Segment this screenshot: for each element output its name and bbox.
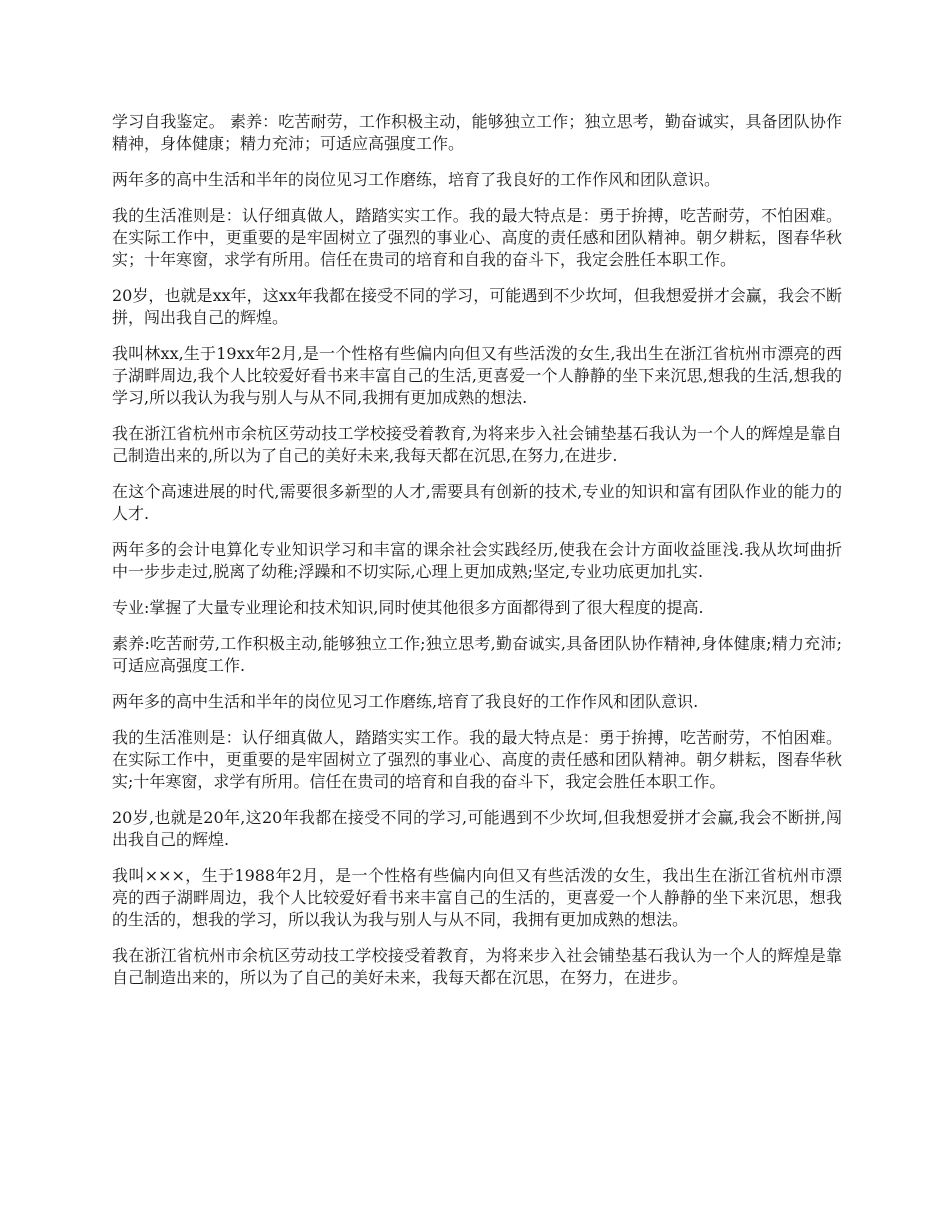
paragraph: 我的生活准则是：认仔细真做人，踏踏实实工作。我的最大特点是：勇于拚搏，吃苦耐劳，不怕困难。在实际工作中，更重要的是牢固树立了强烈的事业心、高度的责任感和团队精神。朝夕耕耘，图春华秋实;十年寒窗，求学有所用。信任在贵司的培育和自我的奋斗下，我定会胜任本职工作。 xyxy=(112,728,842,791)
paragraph: 我叫×××，生于1988年2月，是一个性格有些偏内向但又有些活泼的女生，我出生在浙江省杭州市漂亮的西子湖畔周边，我个人比较爱好看书来丰富自己的生活的，更喜爱一个人静静的坐下来沉思，想我的生活的，想我的学习，所以我认为我与别人与从不同，我拥有更加成熟的想法。 xyxy=(112,866,842,929)
paragraph: 在这个高速进展的时代,需要很多新型的人才,需要具有创新的技术,专业的知识和富有团队作业的能力的人才. xyxy=(112,482,842,523)
paragraph: 我叫林xx,生于19xx年2月,是一个性格有些偏内向但又有些活泼的女生,我出生在浙江省杭州市漂亮的西子湖畔周边,我个人比较爱好看书来丰富自己的生活,更喜爱一个人静静的坐下来沉思,想我的生活,想我的学习,所以我认为我与别人与从不同,我拥有更加成熟的想法. xyxy=(112,344,842,407)
document-page xyxy=(112,111,842,1003)
paragraph: 我的生活准则是：认仔细真做人，踏踏实实工作。我的最大特点是：勇于拚搏，吃苦耐劳，不怕困难。在实际工作中，更重要的是牢固树立了强烈的事业心、高度的责任感和团队精神。朝夕耕耘，图春华秋实；十年寒窗，求学有所用。信任在贵司的培育和自我的奋斗下，我定会胜任本职工作。 xyxy=(112,206,842,269)
paragraph: 两年多的会计电算化专业知识学习和丰富的课余社会实践经历,使我在会计方面收益匪浅.我从坎坷曲折中一步步走过,脱离了幼稚;浮躁和不切实际,心理上更加成熟;坚定,专业功底更加扎实. xyxy=(112,540,842,581)
paragraph: 学习自我鉴定。 素养：吃苦耐劳，工作积极主动，能够独立工作；独立思考，勤奋诚实，具备团队协作精神，身体健康；精力充沛；可适应高强度工作。 xyxy=(112,112,842,153)
paragraph: 素养:吃苦耐劳,工作积极主动,能够独立工作;独立思考,勤奋诚实,具备团队协作精神,身体健康;精力充沛;可适应高强度工作. xyxy=(112,634,842,675)
paragraph: 我在浙江省杭州市余杭区劳动技工学校接受着教育，为将来步入社会铺垫基石我认为一个人的辉煌是靠自己制造出来的，所以为了自己的美好未来，我每天都在沉思，在努力，在进步。 xyxy=(112,946,842,987)
paragraph: 20岁，也就是xx年，这xx年我都在接受不同的学习，可能遇到不少坎坷，但我想爱拼才会赢，我会不断拼，闯出我自己的辉煌。 xyxy=(112,286,842,327)
paragraph: 我在浙江省杭州市余杭区劳动技工学校接受着教育,为将来步入社会铺垫基石我认为一个人的辉煌是靠自己制造出来的,所以为了自己的美好未来,我每天都在沉思,在努力,在进步. xyxy=(112,424,842,465)
paragraph: 两年多的高中生活和半年的岗位见习工作磨练,培育了我良好的工作作风和团队意识. xyxy=(112,692,699,711)
paragraph: 专业:掌握了大量专业理论和技术知识,同时使其他很多方面都得到了很大程度的提高. xyxy=(112,598,704,617)
paragraph: 两年多的高中生活和半年的岗位见习工作磨练，培育了我良好的工作作风和团队意识。 xyxy=(112,170,721,189)
paragraph: 20岁,也就是20年,这20年我都在接受不同的学习,可能遇到不少坎坷,但我想爱拼才会赢,我会不断拼,闯出我自己的辉煌. xyxy=(112,808,842,849)
